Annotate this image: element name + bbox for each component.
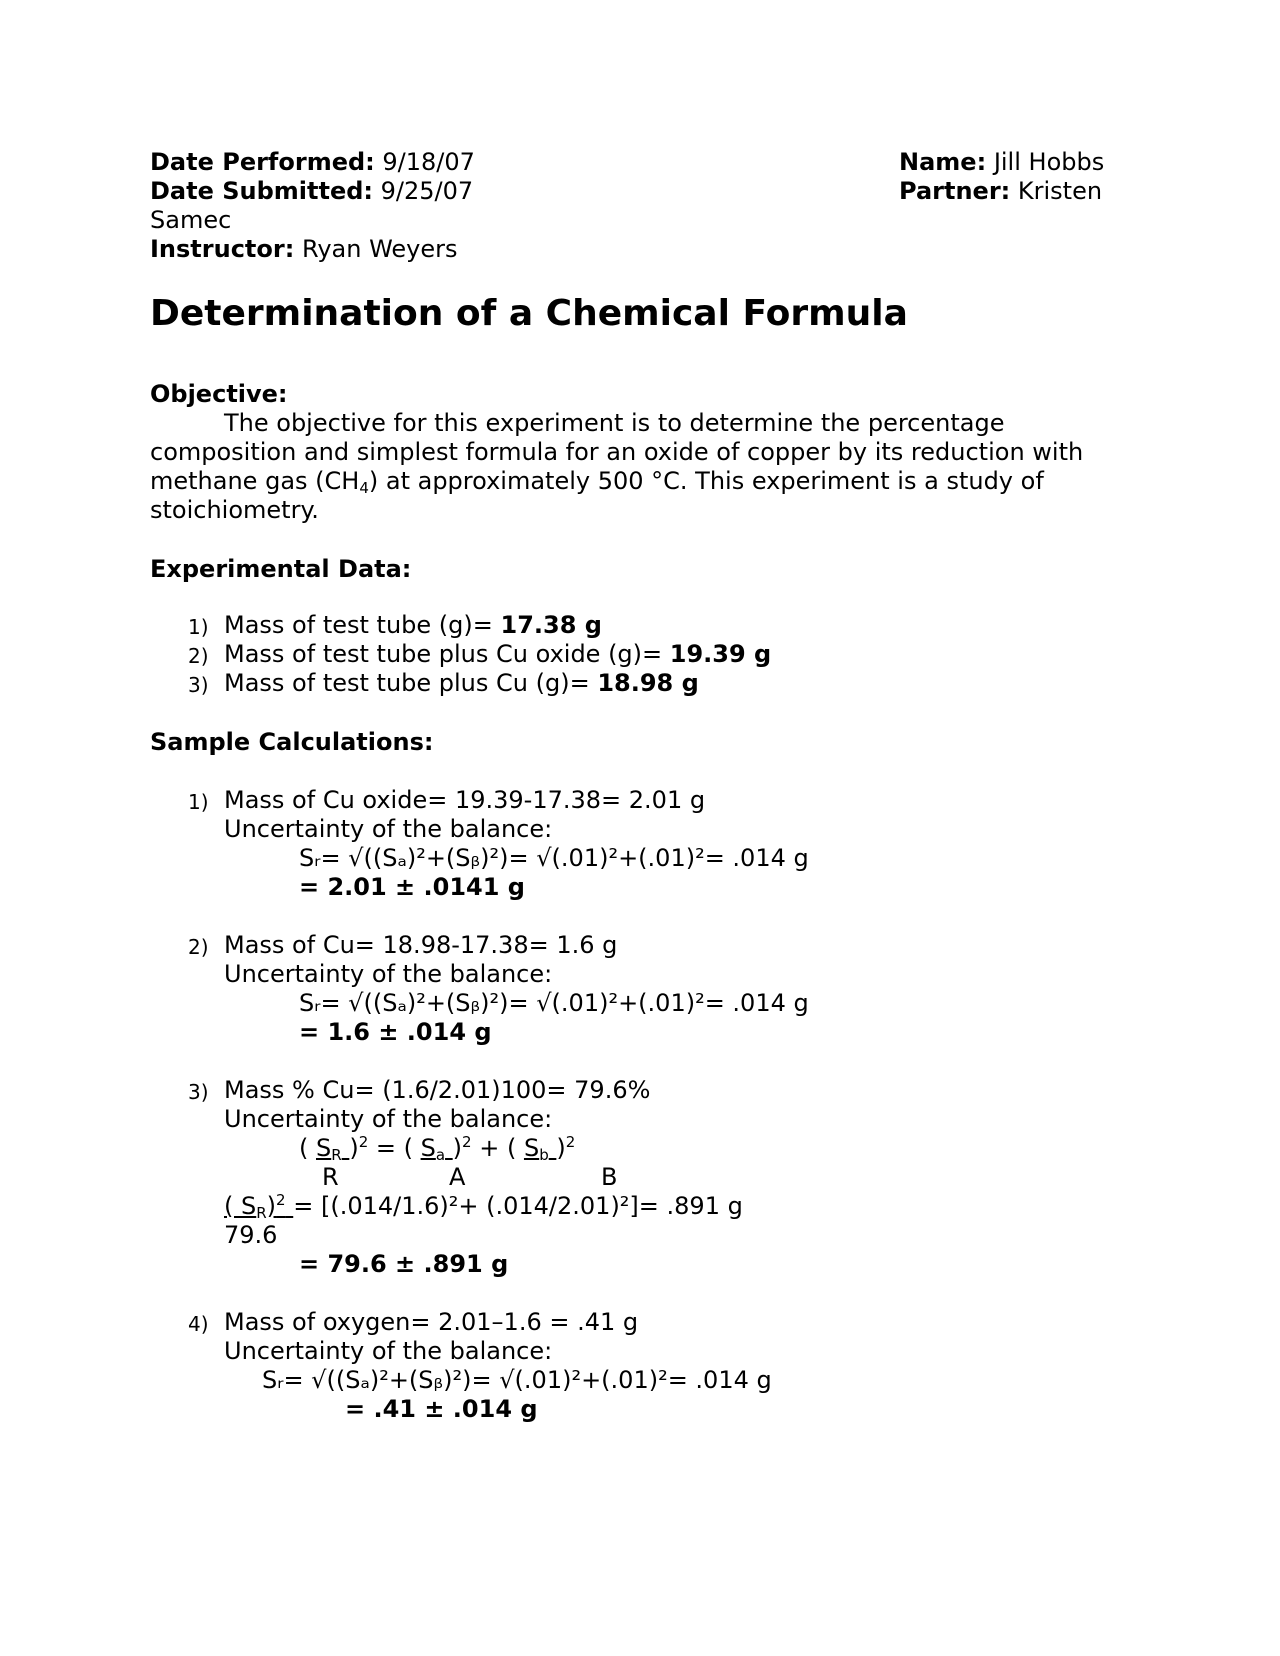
page-title: Determination of a Chemical Formula [150, 293, 908, 334]
calc-line: Mass % Cu= (1.6/2.01)100= 79.6% [224, 1076, 651, 1104]
partner [899, 177, 1102, 206]
uncertainty-label: Uncertainty of the balance: [224, 1105, 553, 1133]
sr-formula: Sᵣ= √((Sₐ)²+(Sᵦ)²)= √(.01)²+(.01)²= .014 g [299, 989, 809, 1017]
calc-line: Mass of oxygen= 2.01–1.6 = .41 g [224, 1308, 639, 1336]
relative-uncertainty-formula: ( $S_R)^2 = [(.014/1.6)^2+ (.014/2.01)^2]= .891$ g [224, 1191, 743, 1222]
sr-formula: Sᵣ= √((Sₐ)²+(Sᵦ)²)= √(.01)²+(.01)²= .014 g [299, 844, 809, 872]
calc-result: = 1.6 ± .014 g [299, 1018, 492, 1046]
objective-heading: Objective: [150, 380, 288, 408]
data-item: Mass of test tube (g)= 17.38 g [224, 611, 602, 639]
calc-number: 2) [188, 935, 209, 959]
partner-label: Partner: [899, 177, 1011, 205]
calc-line: Mass of Cu= 18.98-17.38= 1.6 g [224, 931, 618, 959]
data-item: Mass of test tube plus Cu oxide (g)= 19.39 g [224, 640, 772, 668]
partner-continuation: Samec [150, 206, 232, 234]
date-performed [150, 148, 475, 177]
calc-result: = 2.01 ± .0141 g [299, 873, 525, 901]
date-submitted-value: 9/25/07 [380, 177, 474, 205]
calc-number: 1) [188, 790, 209, 814]
partner-value: Kristen [1017, 177, 1103, 205]
experimental-data-heading: Experimental Data: [150, 555, 412, 583]
student-name [899, 148, 1104, 177]
calc-number: 4) [188, 1312, 209, 1336]
formula-denominator: 79.6 [224, 1221, 278, 1249]
sample-calculations-heading: Sample Calculations: [150, 728, 434, 756]
calc-number: 3) [188, 1080, 209, 1104]
date-submitted [150, 177, 473, 206]
uncertainty-label: Uncertainty of the balance: [224, 1337, 553, 1365]
propagation-formula: ( $S_R$ )$^2$ = ( $S_a$ )$^2$ + ( $S_b$ )$^2$ [299, 1133, 576, 1164]
instructor [150, 235, 458, 264]
data-item-number: 1) [188, 615, 209, 639]
uncertainty-label: Uncertainty of the balance: [224, 815, 553, 843]
name-label: Name: [899, 148, 987, 176]
denominator-B: B [601, 1163, 618, 1191]
objective-text: The objective for this experiment is to determine the percentage composition and simplest formula for an oxide of copper by its reduction with methane gas $(CH_4)$ at approximately 500 °C. This experiment is a study of stoichiometry. [150, 409, 1084, 524]
date-performed-value: 9/18/07 [382, 148, 475, 176]
sr-formula: Sᵣ= √((Sₐ)²+(Sᵦ)²)= √(.01)²+(.01)²= .014 g [262, 1366, 772, 1394]
calc-result: = .41 ± .014 g [345, 1395, 538, 1423]
denominator-A: A [449, 1163, 466, 1191]
denominator-R: R [322, 1163, 339, 1191]
instructor-label: Instructor: [150, 235, 295, 263]
calc-result: = 79.6 ± .891 g [299, 1250, 509, 1278]
data-item-number: 2) [188, 644, 209, 668]
calc-line: Mass of Cu oxide= 19.39-17.38= 2.01 g [224, 786, 706, 814]
uncertainty-label: Uncertainty of the balance: [224, 960, 553, 988]
data-item: Mass of test tube plus Cu (g)= 18.98 g [224, 669, 699, 697]
data-item-number: 3) [188, 673, 209, 697]
date-performed-label: Date Performed: [150, 148, 375, 176]
instructor-value: Ryan Weyers [301, 235, 458, 263]
date-submitted-label: Date Submitted: [150, 177, 374, 205]
name-value: Jill Hobbs [993, 148, 1105, 176]
